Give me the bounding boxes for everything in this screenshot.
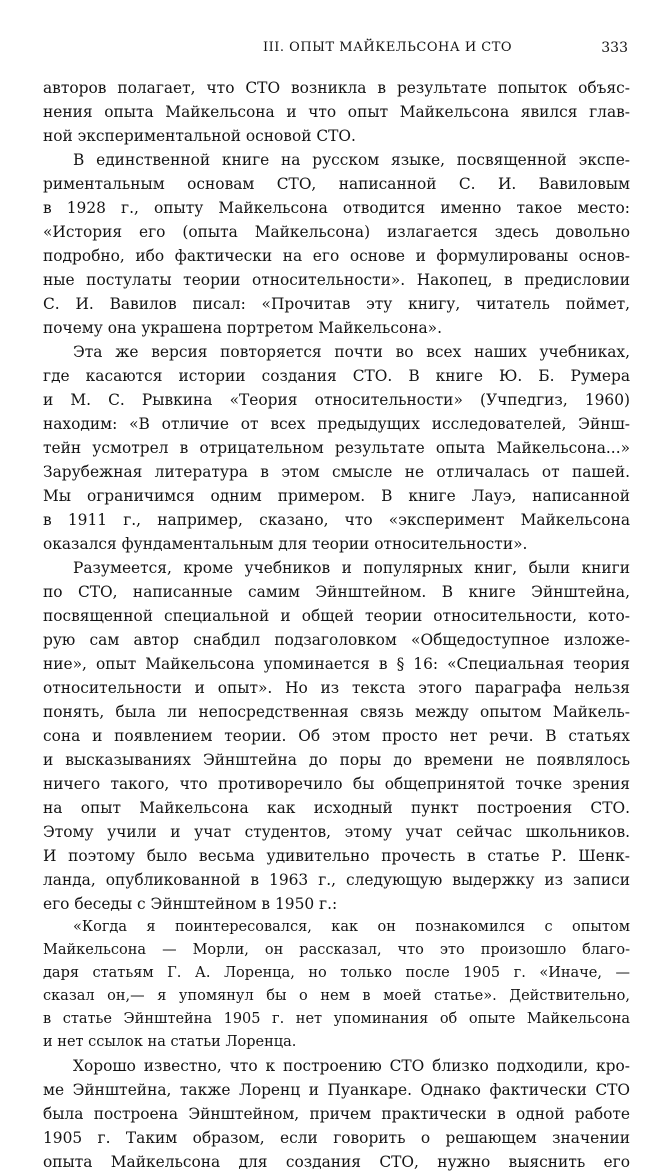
text-line: находим: «В отличие от всех предыдущих исследователей, Эйнш- xyxy=(43,415,630,433)
text-line: понять, была ли непосредственная связь между опытом Майкель- xyxy=(43,703,630,721)
text-line: 1905 г. Таким образом, если говорить о решающем значении xyxy=(43,1129,630,1147)
text-line: ничего такого, что противоречило бы общепринятой точке зрения xyxy=(43,775,630,793)
text-line: Этому учили и учат студентов, этому учат сейчас школьников. xyxy=(43,823,630,841)
text-line: Мы ограничимся одним примером. В книге Лауэ, написанной xyxy=(43,487,630,505)
text-line: в 1928 г., опыту Майкельсона отводится именно такое место: xyxy=(43,199,630,217)
text-line: «Когда я поинтересовался, как он познакомился с опытом xyxy=(73,919,630,935)
text-line: оказался фундаментальным для теории относительности». xyxy=(43,535,528,553)
text-line: ные постулаты теории относительности». Накопец, в предисловии xyxy=(43,271,630,289)
paragraph xyxy=(43,340,630,556)
text-line: рую сам автор снабдил подзаголовком «Общедоступное изложе- xyxy=(43,631,630,649)
text-line: авторов полагает, что СТО возникла в результате попыток объяс- xyxy=(43,79,630,97)
text-line: ме Эйнштейна, также Лоренц и Пуанкаре. Однако фактически СТО xyxy=(43,1081,630,1099)
text-line: И поэтому было весьма удивительно прочесть в статье Р. Шенк- xyxy=(43,847,630,865)
text-line: была построена Эйнштейном, причем практически в одной работе xyxy=(43,1105,630,1123)
text-line: Разумеется, кроме учебников и популярных книг, были книги xyxy=(73,559,630,577)
paragraph xyxy=(43,148,630,340)
paragraph xyxy=(43,1054,630,1174)
text-line: подробно, ибо фактически на его основе и формулированы основ- xyxy=(43,247,630,265)
text-line: относительности и опыт». Но из текста этого параграфа нельзя xyxy=(43,679,630,697)
text-line: на опыт Майкельсона как исходный пункт построения СТО. xyxy=(43,799,630,817)
text-line: «История его (опыта Майкельсона) излагается здесь довольно xyxy=(43,223,630,241)
text-line: Майкельсона — Морли, он рассказал, что это произошло благо- xyxy=(43,942,630,958)
paragraph xyxy=(43,76,630,148)
text-line: С. И. Вавилов писал: «Прочитав эту книгу, читатель поймет, xyxy=(43,295,630,313)
text-line: тейн усмотрел в отрицательном результате опыта Майкельсона...» xyxy=(43,439,630,457)
text-line: Зарубежная литература в этом смысле не отличалась от пашей. xyxy=(43,463,630,481)
text-line: даря статьям Г. А. Лоренца, но только после 1905 г. «Иначе, — xyxy=(43,965,630,981)
text-line: Хорошо известно, что к построению СТО близко подходили, кро- xyxy=(73,1057,630,1075)
text-line: и высказываниях Эйнштейна до поры до времени не появлялось xyxy=(43,751,630,769)
text-line: Эта же версия повторяется почти во всех наших учебниках, xyxy=(73,343,630,361)
text-line: нения опыта Майкельсона и что опыт Майкельсона явился глав- xyxy=(43,103,630,121)
body-text xyxy=(43,76,630,1174)
text-line: В единственной книге на русском языке, посвященной экспе- xyxy=(73,151,630,169)
text-line: сона и появлением теории. Об этом просто нет речи. В статьях xyxy=(43,727,630,745)
text-line: ланда, опубликованной в 1963 г., следующую выдержку из записи xyxy=(43,871,630,889)
text-line: сказал он,— я упомянул бы о нем в моей статье». Действительно, xyxy=(43,988,630,1004)
text-line: его беседы с Эйнштейном в 1950 г.: xyxy=(43,895,338,913)
text-line: ние», опыт Майкельсона упоминается в § 16: «Специальная теория xyxy=(43,655,630,673)
text-line: опыта Майкельсона для создания СТО, нужно выяснить его xyxy=(43,1153,630,1171)
page-header xyxy=(43,40,630,64)
quotation-block xyxy=(43,916,630,1054)
text-line: в 1911 г., например, сказано, что «эксперимент Майкельсона xyxy=(43,511,630,529)
text-line: где касаются истории создания СТО. В книге Ю. Б. Румера xyxy=(43,367,630,385)
text-line: и М. С. Рывкина «Теория относительности» (Учпедгиз, 1960) xyxy=(43,391,630,409)
text-line: почему она украшена портретом Майкельсона». xyxy=(43,319,442,337)
paragraph xyxy=(43,556,630,916)
text-line: посвященной специальной и общей теории относительности, кото- xyxy=(43,607,630,625)
running-head: III. ОПЫТ МАЙКЕЛЬСОНА И СТО xyxy=(263,40,513,55)
page-number: 333 xyxy=(601,40,628,56)
text-line: и нет ссылок на статьи Лоренца. xyxy=(43,1034,297,1050)
text-line: риментальным основам СТО, написанной С. И. Вавиловым xyxy=(43,175,630,193)
text-line: по СТО, написанные самим Эйнштейном. В книге Эйнштейна, xyxy=(43,583,630,601)
text-line: в статье Эйнштейна 1905 г. нет упоминания об опыте Майкельсона xyxy=(43,1011,630,1027)
text-line: ной экспериментальной основой СТО. xyxy=(43,127,356,145)
